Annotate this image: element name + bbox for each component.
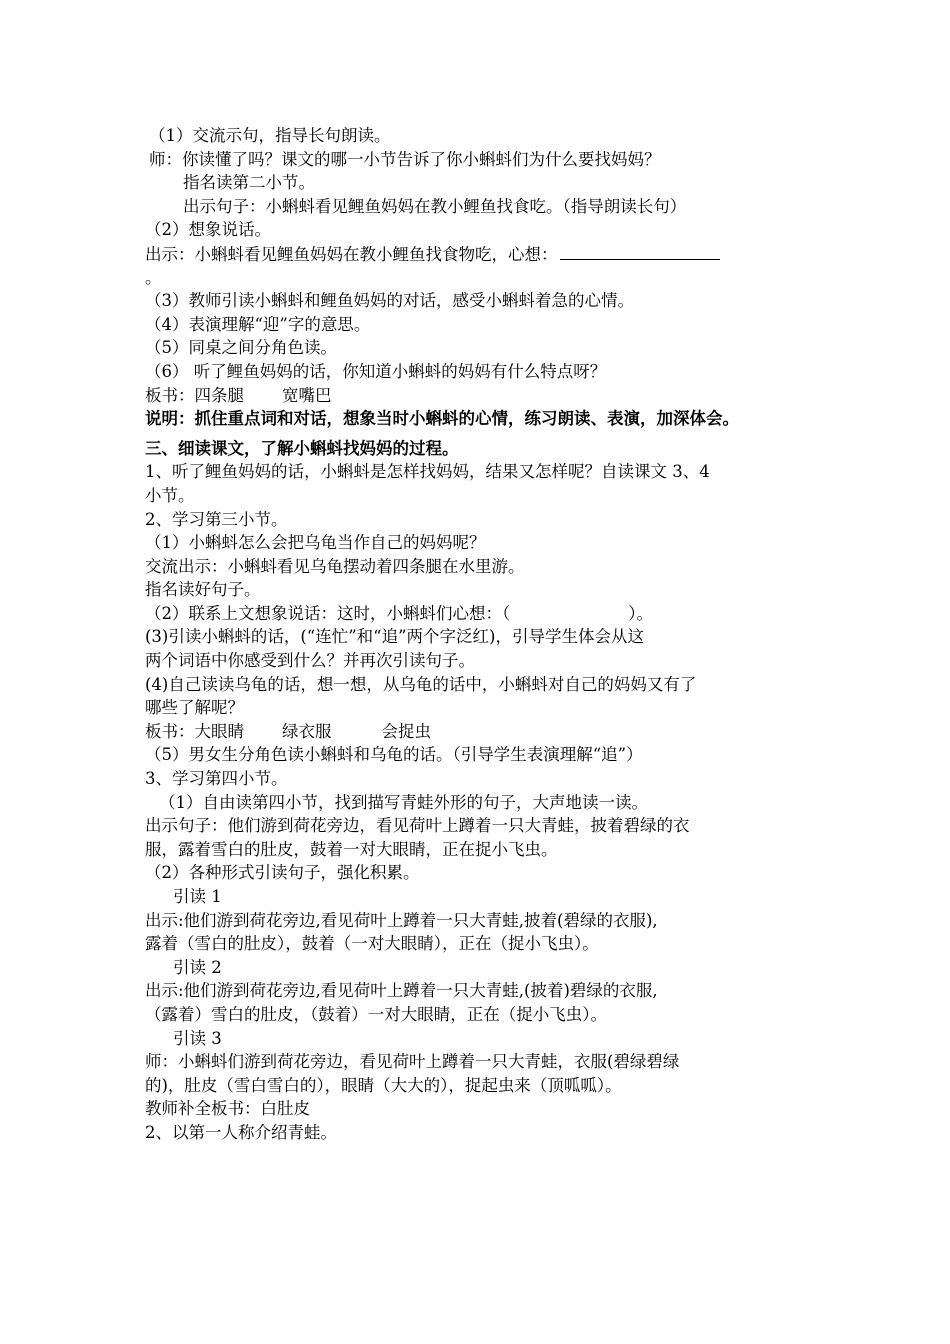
text-line: 的)，肚皮（雪白雪白的），眼睛（大大的），捉起虫来（顶呱呱）。 [145, 1075, 622, 1095]
text-line: (3)引读小蝌蚪的话，(“连忙”和“追”两个字泛红)，引导学生体会从这 [145, 627, 644, 647]
text-line: （5）男女生分角色读小蝌蚪和乌龟的话。（引导学生表演理解“追”） [145, 745, 643, 765]
board-note-item: 宽嘴巴 [282, 385, 332, 405]
board-note: 板书：四条腿 [145, 385, 244, 405]
text-line: 引读 1 [173, 887, 222, 906]
text-line: (4)自己读读乌龟的话，想一想，从乌龟的话中，小蝌蚪对自己的妈妈又有了 [145, 674, 697, 694]
document-body [145, 124, 825, 1145]
fill-blank [560, 242, 720, 260]
text-line [145, 242, 825, 266]
text-line [145, 602, 825, 626]
text-line: 3、学习第四小节。 [145, 769, 288, 789]
board-note-item: 绿衣服 [282, 721, 332, 741]
explanation-line: 说明：抓住重点词和对话，想象当时小蝌蚪的心情，练习朗读、表演，加深体会。 [145, 409, 739, 429]
text-line: 交流出示：小蝌蚪看见乌龟摆动着四条腿在水里游。 [145, 556, 525, 576]
text-line: 1、听了鲤鱼妈妈的话，小蝌蚪是怎样找妈妈，结果又怎样呢？自读课文 3、4 [145, 462, 710, 482]
text-line: 引读 3 [173, 1028, 222, 1048]
text-line: （6） 听了鲤鱼妈妈的话，你知道小蝌蚪的妈妈有什么特点呀？ [145, 361, 607, 381]
text-line: 引读 2 [173, 957, 222, 977]
text-line: 师：小蝌蚪们游到荷花旁边，看见荷叶上蹲着一只大青蛙，衣服(碧绿碧绿 [145, 1052, 680, 1072]
prompt-text: （2）联系上文想象说话：这时，小蝌蚪们心想：（ [145, 603, 511, 623]
text-line: 教师补全板书：白肚皮 [145, 1099, 310, 1119]
section-heading: 三、细读课文，了解小蝌蚪找妈妈的过程。 [145, 438, 459, 458]
text-line: 。 [145, 267, 162, 287]
text-line: 2、学习第三小节。 [145, 509, 288, 529]
text-line: 两个词语中你感受到什么？并再次引读句子。 [145, 651, 475, 671]
text-line: （2）各种形式引读句子，强化积累。 [145, 863, 420, 883]
text-line: （1）小蝌蚪怎么会把乌龟当作自己的妈妈呢？ [145, 533, 486, 553]
text-line: （露着）雪白的肚皮，（鼓着）一对大眼睛，正在（捉小飞虫）。 [145, 1004, 607, 1024]
text-line: 2、以第一人称介绍青蛙。 [145, 1122, 337, 1142]
text-line: 服，露着雪白的肚皮，鼓着一对大眼睛，正在捉小飞虫。 [145, 839, 558, 859]
text-line: 哪些了解呢？ [145, 698, 244, 718]
board-note-line [145, 720, 825, 744]
text-line: （2）想象说话。 [145, 220, 271, 240]
text-line: 出示句子：他们游到荷花旁边，看见荷叶上蹲着一只大青蛙，披着碧绿的衣 [145, 816, 690, 836]
text-line: 指名读第二小节。 [183, 173, 315, 193]
text-line: （1）交流示句，指导长句朗读。 [149, 126, 391, 145]
board-note-line [145, 384, 825, 408]
board-note: 板书：大眼睛 [145, 721, 244, 741]
text-line: （4）表演理解“迎”字的意思。 [145, 314, 371, 334]
text-line: 出示句子：小蝌蚪看见鲤鱼妈妈在教小鲤鱼找食吃。（指导朗读长句） [183, 196, 687, 216]
text-line: （5）同桌之间分角色读。 [145, 338, 337, 358]
prompt-close: ）。 [628, 603, 653, 623]
text-line: （3）教师引读小蝌蚪和鲤鱼妈妈的对话，感受小蝌蚪着急的心情。 [145, 291, 634, 311]
prompt-text: 出示：小蝌蚪看见鲤鱼妈妈在教小鲤鱼找食物吃，心想： [145, 244, 558, 264]
text-line: 出示:他们游到荷花旁边,看见荷叶上蹲着一只大青蛙,(披着)碧绿的衣服, [145, 981, 658, 1001]
text-line: 指名读好句子。 [145, 580, 261, 600]
text-line: （1）自由读第四小节，找到描写青蛙外形的句子，大声地读一读。 [159, 792, 648, 812]
text-line: 小节。 [145, 485, 195, 505]
board-note-item: 会捉虫 [381, 721, 431, 741]
text-line: 师：你读懂了吗？课文的哪一小节告诉了你小蝌蚪们为什么要找妈妈？ [149, 149, 661, 169]
text-line: 露着（雪白的肚皮），鼓着（一对大眼睛），正在（捉小飞虫）。 [145, 934, 599, 954]
text-line: 出示:他们游到荷花旁边,看见荷叶上蹲着一只大青蛙,披着(碧绿的衣服), [145, 910, 658, 930]
